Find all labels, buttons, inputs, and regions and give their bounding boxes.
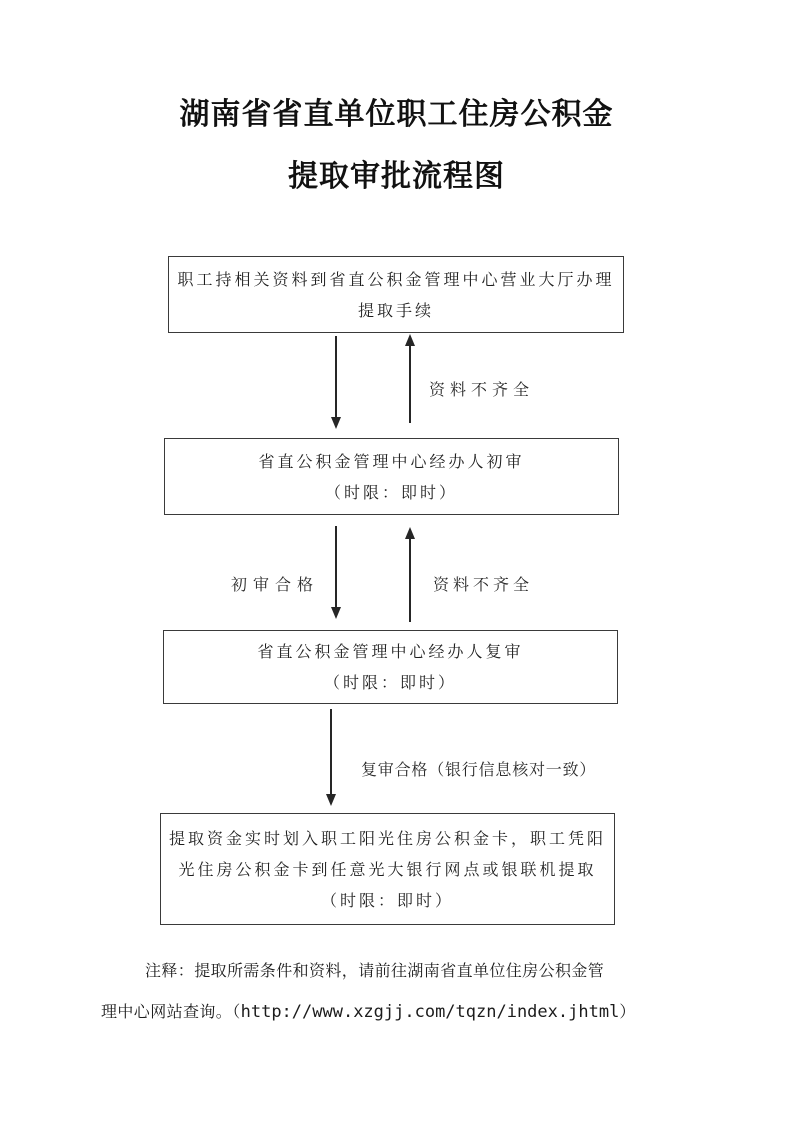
arrow-head [331,607,341,619]
arrow-head [405,527,415,539]
flow-box-second-review [163,630,618,704]
down-arrow-icon-1 [331,336,341,429]
up-arrow-icon-1 [405,334,415,423]
arrow-shaft [335,336,337,417]
edge-label-initial-review-pass: 初审合格 [231,575,320,594]
arrow-head [405,334,415,346]
flow-box-application [168,256,624,333]
flow-box-application-text-1: 职工持相关资料到省直公积金管理中心营业大厅办理 [177,269,615,289]
arrow-shaft [409,539,411,622]
flow-box-initial-review [164,438,619,515]
footnote-line-1: 注释：提取所需条件和资料，请前往湖南省直单位住房公积金管 [145,961,605,980]
arrow-shaft [330,709,332,794]
edge-label-materials-incomplete-mid: 资料不齐全 [433,575,534,594]
arrow-head [331,417,341,429]
arrow-head [326,794,336,806]
page-title [0,98,793,194]
flow-box-second-review-text-2: （时限：即时） [323,673,457,692]
flow-box-disbursement-text-1: 提取资金实时划入职工阳光住房公积金卡，职工凭阳 [168,828,606,848]
flow-box-initial-review-text-2: （时限：即时） [324,482,458,502]
flow-box-disbursement-text-3: （时限：即时） [320,890,454,910]
up-arrow-icon-2 [405,527,415,622]
footnote-line-2-suffix: ） [619,1002,636,1021]
flow-box-initial-review-text-1: 省直公积金管理中心经办人初审 [258,451,525,471]
edge-label-second-review-pass: 复审合格（银行信息核对一致） [361,760,597,779]
arrow-shaft [409,346,411,423]
footnote-url: http://www.xzgjj.com/tqzn/index.jhtml [240,1002,620,1022]
flow-box-disbursement [160,813,615,925]
down-arrow-icon-2 [331,526,341,619]
arrow-shaft [335,526,337,607]
edge-label-materials-incomplete-top: 资料不齐全 [429,380,535,399]
down-arrow-icon-3 [326,709,336,806]
page-title-line-2: 提取审批流程图 [288,159,505,194]
footnote-line-2 [101,999,636,1022]
page-title-line-1: 湖南省省直单位职工住房公积金 [179,97,614,132]
footnote-line-2-prefix: 理中心网站查询。（ [101,1002,241,1021]
flow-box-second-review-text-1: 省直公积金管理中心经办人复审 [257,642,524,661]
flow-box-disbursement-text-2: 光住房公积金卡到任意光大银行网点或银联机提取 [178,859,597,879]
flow-box-application-text-2: 提取手续 [357,300,434,320]
